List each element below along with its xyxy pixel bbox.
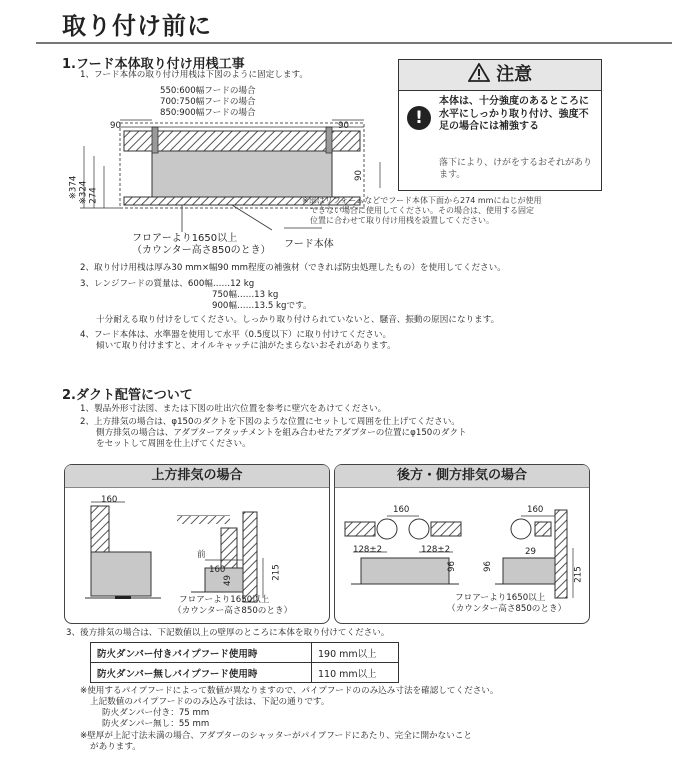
top-dim-49: 49 <box>222 575 233 586</box>
footnote-1b: 上記数値のパイプフードののみ込み寸法は、下記の通りです。 <box>90 697 330 707</box>
floor-sublabel: （カウンター高さ850のとき） <box>132 245 271 256</box>
section1-heading: 1.フード本体取り付け用桟工事 <box>62 57 245 72</box>
table-row <box>91 643 399 663</box>
dim-90-side: 90 <box>353 170 364 181</box>
caution-box <box>398 59 602 191</box>
rear-dim-160a: 160 <box>393 505 410 515</box>
table-cell-key: 防火ダンパー無しパイプフード使用時 <box>91 663 312 683</box>
rear-dim-96a: 96 <box>446 561 457 572</box>
caution-sub: 落下により、けがをするおそれがあります。 <box>439 158 593 180</box>
dim-324: ※324 <box>78 180 89 205</box>
section2-heading: 2.ダクト配管について <box>62 388 193 403</box>
hood-body-label: フード本体 <box>284 239 334 250</box>
footnote-1c: 防火ダンパー付き：75 mm <box>102 708 210 718</box>
table-cell-key: 防火ダンパー付きパイプフード使用時 <box>91 643 312 663</box>
caution-header <box>399 60 601 91</box>
rear-dim-128b: 128±2 <box>421 545 451 555</box>
s1-item3-head: 3、レンジフードの質量は、600幅……12 kg <box>80 279 255 289</box>
s2-item2-b: 側方排気の場合は、アダプターアタッチメントを組み合わせたアダプターの位置にφ150のダクト <box>96 428 467 438</box>
panel-rear-exhaust <box>334 464 590 624</box>
panel-top-title: 上方排気の場合 <box>65 465 329 488</box>
rear-dim-160b: 160 <box>527 505 544 515</box>
top-dim-160: 160 <box>101 495 118 505</box>
panel-top-exhaust <box>64 464 330 624</box>
front-label: 前 <box>197 550 206 560</box>
s1-item4: 4、フード本体は、水準器を使用して水平（0.5度以下）に取り付けてください。 <box>80 330 392 340</box>
rear-dim-96b: 96 <box>482 561 493 572</box>
section1-intro: 1、フード本体の取り付け用桟は下図のように固定します。 <box>80 70 308 80</box>
rear-floor-sub: （カウンター高さ850のとき） <box>447 604 567 614</box>
size-label-700: 700:750幅フードの場合 <box>160 97 256 107</box>
s2-item2: 2、上方排気の場合は、φ150のダクトを下図のような位置にセットして周囲を仕上げてください。 <box>80 417 460 427</box>
s1-item3-900: 900幅……13.5 kgです。 <box>212 301 312 311</box>
wall-thickness-table <box>90 642 399 683</box>
dim-90-right: 90 <box>338 121 349 131</box>
rear-dim-29: 29 <box>525 547 536 557</box>
rear-dim-128a: 128±2 <box>353 545 383 555</box>
top-dim-215: 215 <box>271 564 282 581</box>
title-divider <box>36 42 672 44</box>
mounting-diagram <box>62 80 392 260</box>
s1-item2: 2、取り付け用桟は厚み30 mm×幅90 mm程度の補強材（できれば防虫処理したもの）を使用してください。 <box>80 263 506 273</box>
dim-374: ※374 <box>68 175 79 200</box>
section1-note: ※部はリフォームなどでフード本体下面から274 mmにねじが使用 できない場合に使用してください。その場合は、使用する固定 位置に合わせて取り付け用桟を設置してください。 <box>302 196 542 225</box>
dim-274: 274 <box>88 187 99 204</box>
table-cell-value: 110 mm以上 <box>312 663 399 683</box>
s1-item3-750: 750幅……13 kg <box>212 290 279 300</box>
panel-rear-title: 後方・側方排気の場合 <box>335 465 589 488</box>
caution-body: 本体は、十分強度のあるところに水平にしっかり取り付け、強度不足の場合には補強する <box>439 96 589 132</box>
top-floor-sub: （カウンター高さ850のとき） <box>173 606 293 616</box>
dim-90-left: 90 <box>110 121 121 131</box>
page-title: 取り付け前に <box>62 12 212 40</box>
s1-item4-b: 傾いて取り付けますと、オイルキャッチに油がたまらないおそれがあります。 <box>96 341 396 351</box>
size-label-850: 850:900幅フードの場合 <box>160 108 256 118</box>
footnote-1: ※使用するパイプフードによって数値が異なりますので、パイプフードののみ込み寸法を確認してください。 <box>80 686 499 696</box>
table-cell-value: 190 mm以上 <box>312 643 399 663</box>
s2-item2-c: をセットして周囲を仕上げてください。 <box>96 439 251 449</box>
table-row <box>91 663 399 683</box>
footnote-2b: があります。 <box>90 742 141 752</box>
top-dim-160b: 160 <box>209 565 226 575</box>
footnote-2: ※壁厚が上記寸法未満の場合、アダプターのシャッターがパイプフードにあたり、完全に開かないこと <box>80 731 473 741</box>
size-label-550: 550:600幅フードの場合 <box>160 86 256 96</box>
footnote-1d: 防火ダンパー無し：55 mm <box>102 719 210 729</box>
top-floor-label: フロアーより1650以上 <box>179 595 270 605</box>
caution-title: 注意 <box>496 64 533 85</box>
floor-label: フロアーより1650以上 <box>132 233 238 244</box>
s2-item1: 1、製品外形寸法図、または下図の吐出穴位置を参考に壁穴をあけてください。 <box>80 404 387 414</box>
s2-item3: 3、後方排気の場合は、下記数値以上の壁厚のところに本体を取り付けてください。 <box>66 628 390 638</box>
s1-item3-tail: 十分耐える取り付けをしてください。しっかり取り付けられていないと、騒音、振動の原因になります。 <box>96 315 500 325</box>
prohibition-icon: ! <box>407 106 431 130</box>
warning-triangle-icon <box>468 60 490 90</box>
rear-floor-label: フロアーより1650以上 <box>455 593 546 603</box>
rear-dim-215: 215 <box>573 566 584 583</box>
